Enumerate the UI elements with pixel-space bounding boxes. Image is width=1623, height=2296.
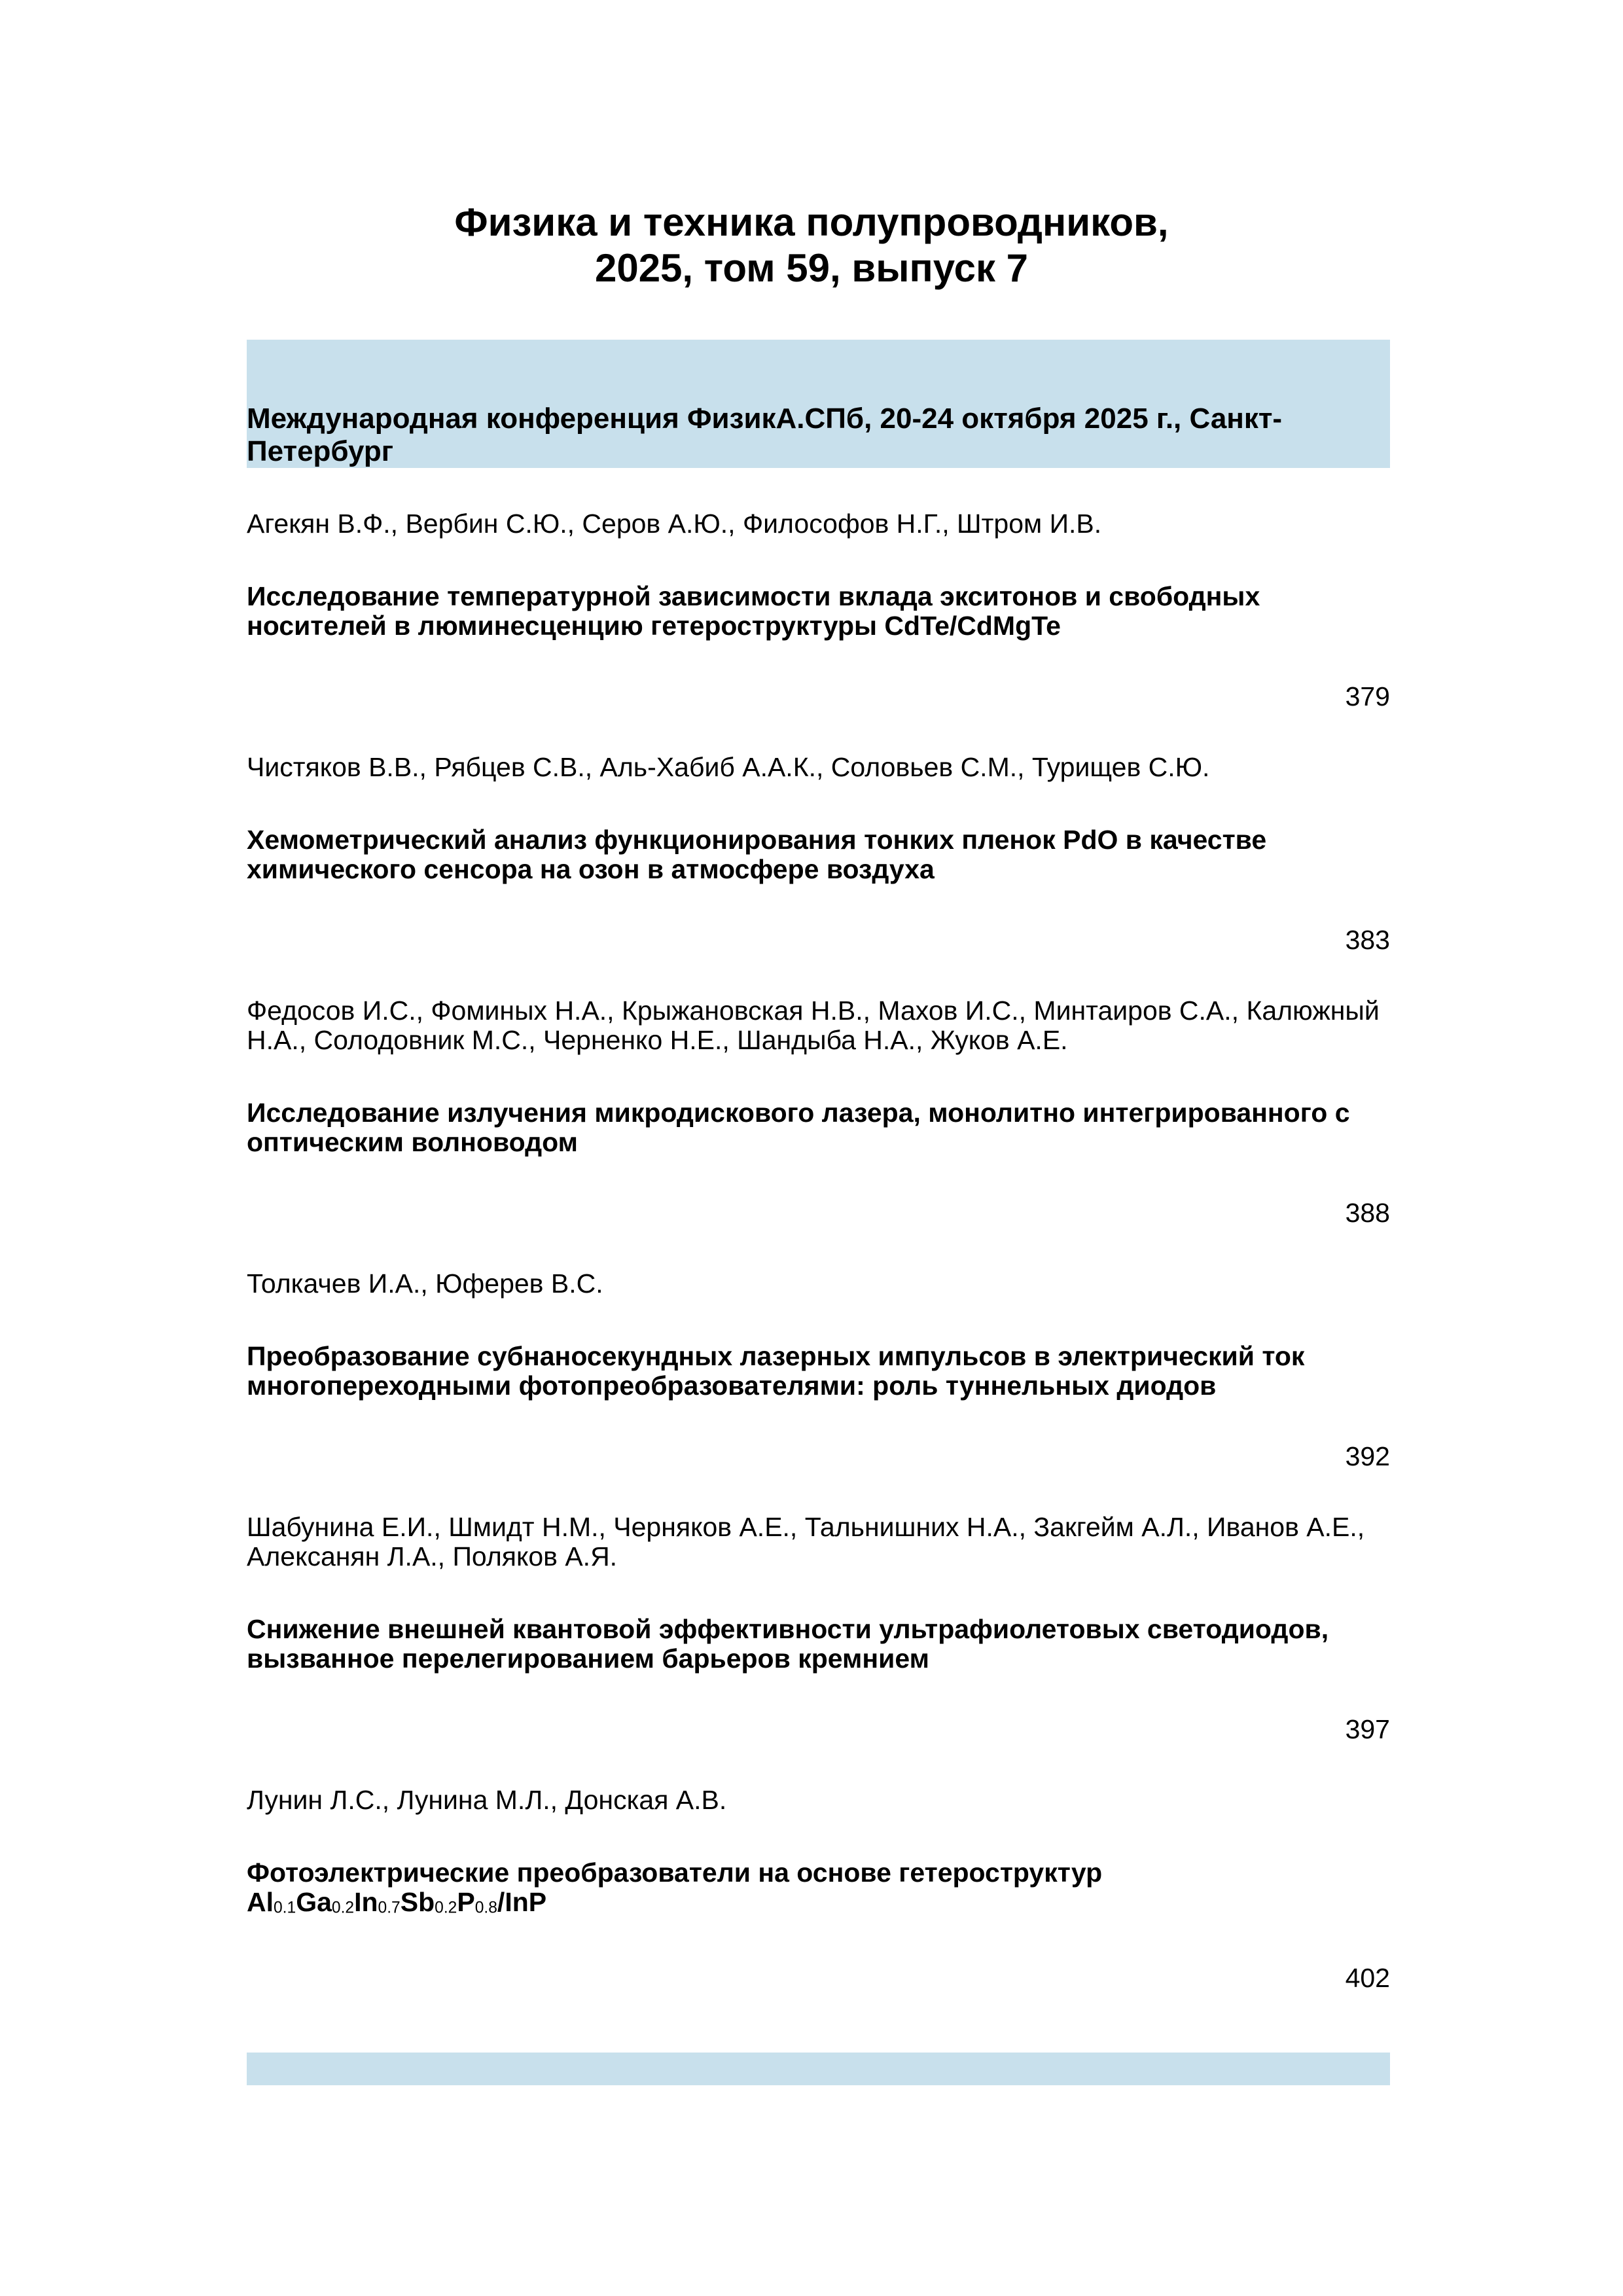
journal-title-line2: 2025, том 59, выпуск 7 [594, 246, 1029, 290]
entry-authors: Толкачев И.А., Юферев В.С. [247, 1268, 603, 1299]
section-heading: Международная конференция ФизикА.СПб, 20-24 октября 2025 г., Санкт-Петербург [247, 403, 1283, 467]
entry-authors: Агекян В.Ф., Вербин С.Ю., Серов А.Ю., Философов Н.Г., Штром И.В. [247, 509, 1102, 539]
entry-title[interactable] [247, 1858, 1390, 1922]
footer-band [247, 2053, 1390, 2085]
entry-authors: Шабунина Е.И., Шмидт Н.М., Черняков А.Е., Тальнишних Н.А., Закгейм А.Л., Иванов А.Е., Алексанян Л.А., Поляков А.Я. [247, 1512, 1365, 1571]
contents-entry [247, 509, 1390, 711]
formula: $Al_{0.1}Ga_{0.2}In_{0.7}Sb_{0.2}P_{0.8}$/InP [247, 1887, 547, 1917]
entry-page: 379 [1345, 681, 1390, 711]
journal-title-line1: Физика и техника полупроводников, [454, 200, 1169, 244]
entry-title[interactable]: Исследование излучения микродискового лазера, монолитно интегрированного с оптическим волноводом [247, 1098, 1350, 1157]
contents-entry [247, 1269, 1390, 1471]
entry-title[interactable]: Снижение внешней квантовой эффективности ультрафиолетовых светодиодов, вызванное перелегированием барьеров кремнием [247, 1614, 1329, 1674]
contents-entry [247, 1513, 1390, 1744]
entry-title[interactable]: Хемометрический анализ функционирования тонких пленок PdO в качестве химического сенсора на озон в атмосфере воздуха [247, 825, 1267, 884]
entry-title[interactable]: Исследование температурной зависимости вклада экситонов и свободных носителей в люминесценцию гетероструктуры CdTe/CdMgTe [247, 581, 1260, 641]
entry-authors: Федосов И.С., Фоминых Н.А., Крыжановская Н.В., Махов И.С., Минтаиров С.А., Калюжный Н.А., Солодовник М.С., Черненко Н.Е., Шандыба Н.А., Жуков А.Е. [247, 996, 1380, 1055]
contents-list [247, 509, 1390, 2034]
contents-entry [247, 1785, 1390, 1993]
journal-title [0, 200, 1623, 291]
entry-title[interactable]: Преобразование субнаносекундных лазерных импульсов в электрический ток многопереходными фотопреобразователями: роль туннельных диодов [247, 1341, 1305, 1401]
entry-page: 383 [1345, 925, 1390, 955]
contents-entry [247, 996, 1390, 1228]
entry-authors: Лунин Л.С., Лунина М.Л., Донская А.В. [247, 1785, 727, 1815]
entry-page: 402 [1345, 1963, 1390, 1994]
contents-entry [247, 753, 1390, 955]
entry-title-text: Фотоэлектрические преобразователи на основе гетероструктур [247, 1857, 1103, 1888]
entry-authors: Чистяков В.В., Рябцев С.В., Аль-Хабиб А.А.К., Соловьев С.М., Турищев С.Ю. [247, 752, 1210, 782]
entry-page: 397 [1345, 1714, 1390, 1744]
entry-page: 392 [1345, 1441, 1390, 1471]
entry-page: 388 [1345, 1198, 1390, 1228]
